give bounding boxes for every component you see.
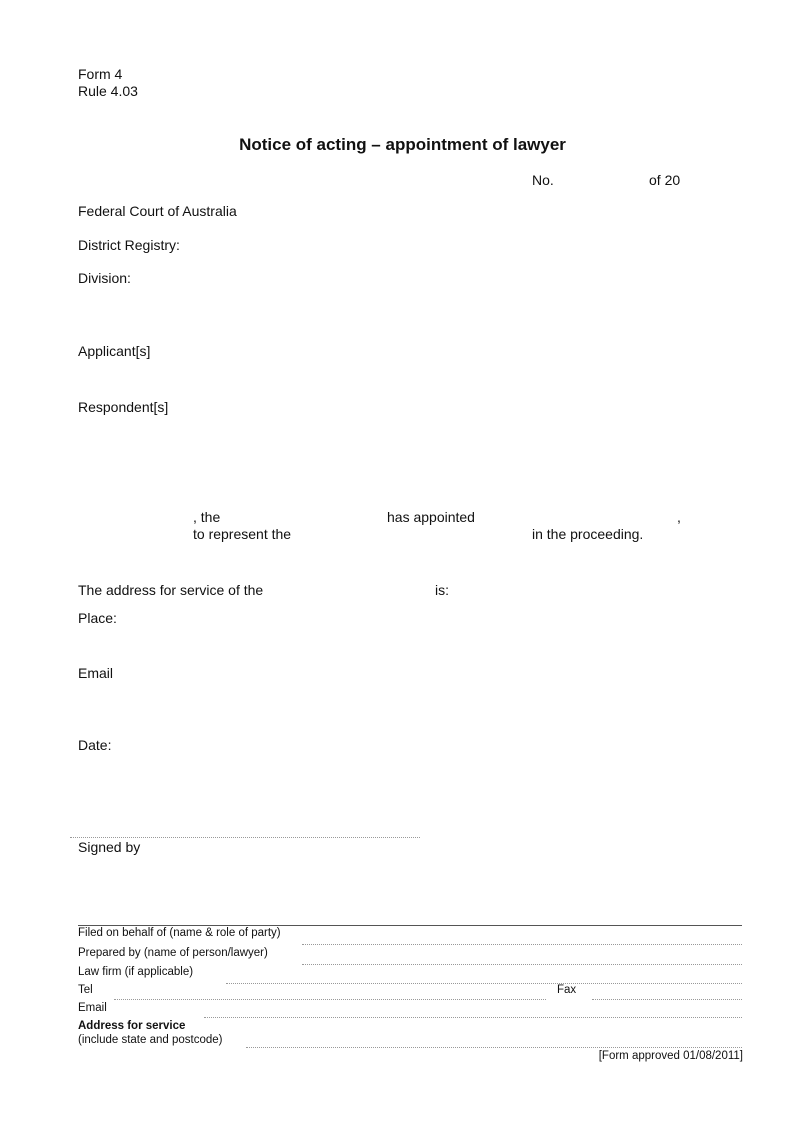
notice-the: , the <box>193 509 221 525</box>
registry-label: District Registry: <box>78 237 180 253</box>
notice-to-represent: to represent the <box>193 526 292 542</box>
footer-email-line <box>204 1017 742 1018</box>
case-year-label: of 20 <box>649 172 681 188</box>
email-label: Email <box>78 665 114 681</box>
fax-line <box>592 999 742 1000</box>
prepared-by-label: Prepared by (name of person/lawyer) <box>78 947 268 959</box>
case-no-label: No. <box>532 172 554 188</box>
address-for-service-label: Address for service <box>78 1020 186 1032</box>
form-number: Form 4 <box>78 66 123 82</box>
form-approved-note: [Form approved 01/08/2011] <box>598 1050 743 1062</box>
tel-line <box>114 999 546 1000</box>
date-label: Date: <box>78 737 112 753</box>
respondent-label: Respondent[s] <box>78 399 169 415</box>
page-title: Notice of acting – appointment of lawyer <box>239 135 566 154</box>
prepared-by-line <box>302 964 742 965</box>
court-name: Federal Court of Australia <box>78 203 237 219</box>
footer-divider <box>78 925 742 926</box>
notice-has-appointed: has appointed <box>387 509 475 525</box>
rule-number: Rule 4.03 <box>78 83 138 99</box>
footer-email-label: Email <box>78 1002 107 1014</box>
address-service-is: is: <box>435 582 449 598</box>
signature-line <box>70 837 420 838</box>
applicant-label: Applicant[s] <box>78 343 151 359</box>
address-for-service-line <box>246 1047 742 1048</box>
tel-label: Tel <box>78 984 93 996</box>
fax-label: Fax <box>557 984 577 996</box>
address-note: (include state and postcode) <box>78 1034 223 1046</box>
notice-comma: , <box>677 509 681 525</box>
filed-on-behalf-label: Filed on behalf of (name & role of party) <box>78 927 281 939</box>
filed-on-behalf-line <box>302 944 742 945</box>
law-firm-label: Law firm (if applicable) <box>78 966 194 978</box>
division-label: Division: <box>78 270 131 286</box>
place-label: Place: <box>78 610 117 626</box>
law-firm-line <box>226 983 742 984</box>
signed-by-label: Signed by <box>78 839 141 855</box>
notice-in-proceeding: in the proceeding. <box>532 526 644 542</box>
address-service-lead: The address for service of the <box>78 582 264 598</box>
